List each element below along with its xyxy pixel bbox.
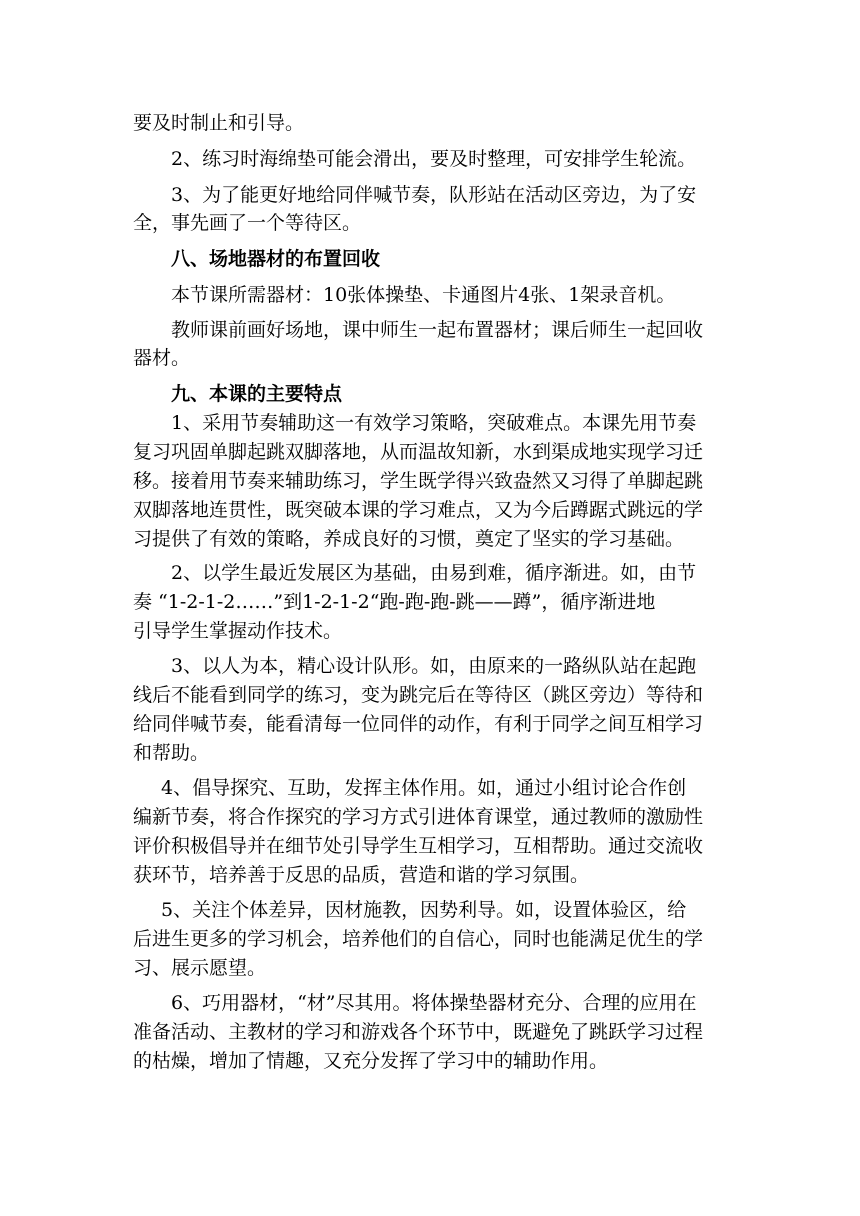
text-line: 双脚落地连贯性，既突破本课的学习难点，又为今后蹲踞式跳远的学 [133, 499, 704, 521]
text-line: 线后不能看到同学的练习，变为跳完后在等待区（跳区旁边）等待和 [133, 684, 704, 706]
text-line: 习提供了有效的策略，养成良好的习惯，奠定了坚实的学习基础。 [133, 528, 685, 550]
text-line: 评价积极倡导并在细节处引导学生互相学习，互相帮助。通过交流收 [133, 835, 704, 857]
text-line: 引导学生掌握动作技术。 [133, 620, 343, 642]
text-line: 习、展示愿望。 [133, 957, 267, 979]
text-line: 要及时制止和引导。 [133, 112, 305, 134]
text-line: 编新节奏，将合作探究的学习方式引进体育课堂，通过教师的激励性 [133, 806, 704, 828]
text-line: 准备活动、主教材的学习和游戏各个环节中，既避免了跳跃学习过程 [133, 1021, 704, 1043]
text-line: 和帮助。 [133, 742, 210, 764]
text-line: 2、练习时海绵垫可能会滑出，要及时整理，可安排学生轮流。 [171, 148, 697, 170]
text-line: 全，事先画了一个等待区。 [133, 212, 362, 234]
text-line: 本节课所需器材：10张体操垫、卡通图片4张、1架录音机。 [171, 284, 676, 306]
text-line: 给同伴喊节奏，能看清每一位同伴的动作，有利于同学之间互相学习 [133, 713, 704, 735]
text-line: 3、以人为本，精心设计队形。如，由原来的一路纵队站在起跑 [171, 655, 697, 677]
text-line: 奏 “1-2-1-2……”到1-2-1-2“跑-跑-跑-跳——蹲”，循序渐进地 [133, 591, 656, 613]
text-line: 的枯燥，增加了情趣，又充分发挥了学习中的辅助作用。 [133, 1050, 609, 1072]
text-line: 2、以学生最近发展区为基础，由易到难，循序渐进。如，由节 [171, 562, 697, 584]
text-line: 后进生更多的学习机会，培养他们的自信心，同时也能满足优生的学 [133, 928, 704, 950]
text-line: 移。接着用节奏来辅助练习，学生既学得兴致盎然又习得了单脚起跳 [133, 470, 704, 492]
text-line: 4、倡导探究、互助，发挥主体作用。如，通过小组讨论合作创 [161, 777, 687, 799]
text-line: 1、采用节奏辅助这一有效学习策略，突破难点。本课先用节奏 [171, 412, 697, 434]
text-line: 器材。 [133, 347, 191, 369]
section-heading: 九、本课的主要特点 [171, 383, 343, 405]
section-heading: 八、场地器材的布置回收 [171, 248, 381, 270]
text-line: 3、为了能更好地给同伴喊节奏，队形站在活动区旁边，为了安 [171, 184, 697, 206]
text-line: 获环节，培养善于反思的品质，营造和谐的学习氛围。 [133, 864, 590, 886]
text-line: 5、关注个体差异，因材施教，因势利导。如，设置体验区，给 [161, 899, 687, 921]
text-line: 教师课前画好场地，课中师生一起布置器材；课后师生一起回收 [171, 319, 704, 341]
text-line: 复习巩固单脚起跳双脚落地，从而温故知新，水到渠成地实现学习迁 [133, 441, 704, 463]
text-line: 6、巧用器材，“材”尽其用。将体操垫器材充分、合理的应用在 [171, 992, 697, 1014]
